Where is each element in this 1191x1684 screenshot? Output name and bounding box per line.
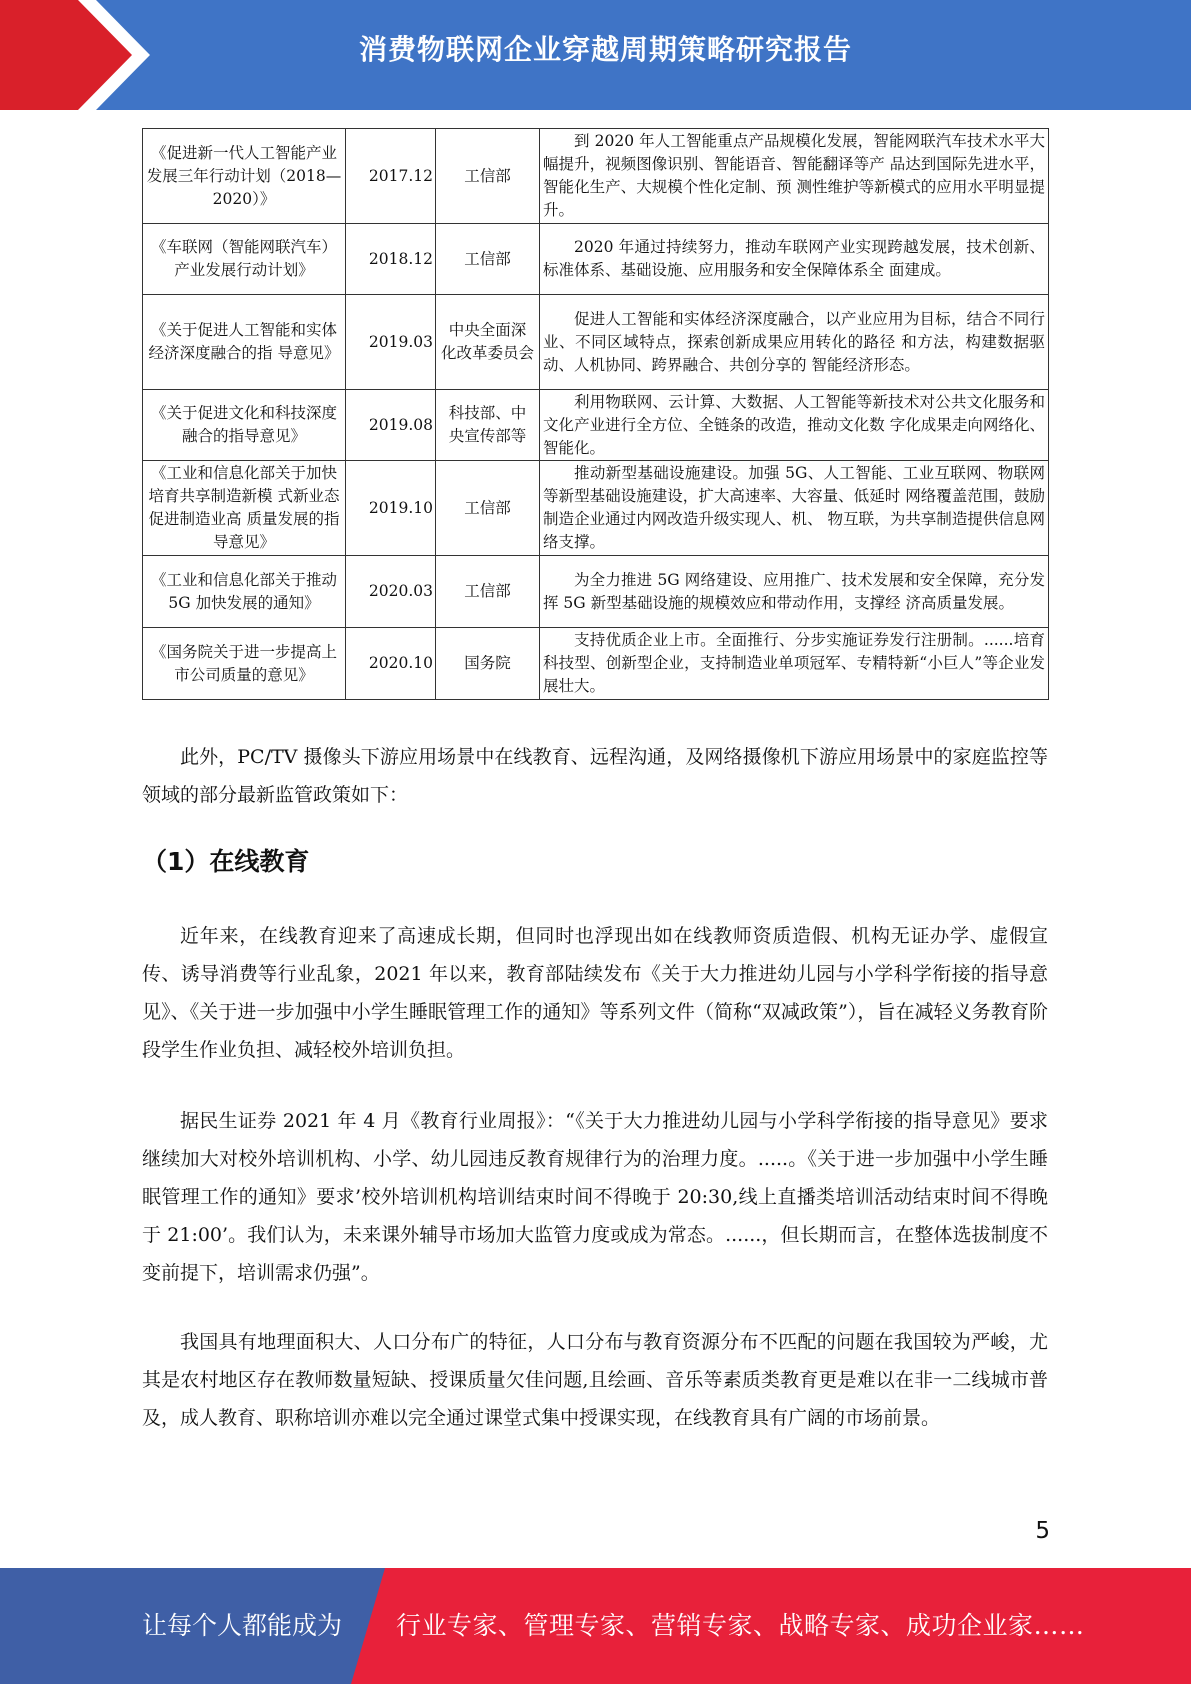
policy-name: 《关于促进文化和科技深度融合的指导意见》 [143,390,346,461]
policy-name: 《工业和信息化部关于推动 5G 加快发展的通知》 [143,556,346,628]
table-row [143,390,1049,461]
policy-department: 工信部 [436,129,540,224]
table-row [143,224,1049,295]
body-paragraph: 据民生证券 2021 年 4 月《教育行业周报》：“《关于大力推进幼儿园与小学科学衔接的指导意见》要求继续加大对校外培训机构、小学、幼儿园违反教育规律行为的治理力度。.....。《关于进一步加强中小学生睡眠管理工作的通知》要求’校外培训机构培训结束时间不得晚于 20:30,线上直播类培训活动结束时间不得晚于 21:00’。我们认为，未来课外辅导市场加大监管力度或成为常态。......，但长期而言，在整体选拔制度不变前提下，培训需求仍强”。 [142,1110,1048,1284]
table-row [143,129,1049,224]
policy-name: 《促进新一代人工智能产业发展三年行动计划（2018—2020）》 [143,129,346,224]
page-number: 5 [1035,1518,1050,1544]
policy-department: 工信部 [436,224,540,295]
policy-date: 2019.08 [346,390,436,461]
policy-department: 中央全面深 化改革委员会 [436,295,540,390]
policy-name: 《工业和信息化部关于加快培育共享制造新模 式新业态促进制造业高 质量发展的指导意见》 [143,461,346,556]
policy-department: 国务院 [436,628,540,700]
policy-date: 2019.03 [346,295,436,390]
table-row [143,628,1049,700]
table-row [143,556,1049,628]
section-heading: （1）在线教育 [142,847,310,876]
policy-date: 2017.12 [346,129,436,224]
policy-date: 2020.10 [346,628,436,700]
policy-date: 2020.03 [346,556,436,628]
policy-name: 《国务院关于进一步提高上市公司质量的意见》 [143,628,346,700]
policy-date: 2018.12 [346,224,436,295]
policy-name: 《关于促进人工智能和实体经济深度融合的指 导意见》 [143,295,346,390]
intro-paragraph: 此外，PC/TV 摄像头下游应用场景中在线教育、远程沟通，及网络摄像机下游应用场景中的家庭监控等领域的部分最新监管政策如下： [142,746,1048,806]
policy-date: 2019.10 [346,461,436,556]
policy-content: 支持优质企业上市。全面推行、分步实施证券发行注册制。......培育科技型、创新型企业，支持制造业单项冠军、专精特新“小巨人”等企业发展壮大。 [540,628,1049,700]
page-header [0,0,1191,110]
policy-table [142,128,1049,700]
body-paragraph: 我国具有地理面积大、人口分布广的特征，人口分布与教育资源分布不匹配的问题在我国较为严峻，尤其是农村地区存在教师数量短缺、授课质量欠佳问题,且绘画、音乐等素质类教育更是难以在非一二线城市普及，成人教育、职称培训亦难以完全通过课堂式集中授课实现，在线教育具有广阔的市场前景。 [142,1331,1048,1429]
policy-name: 《车联网（智能网联汽车）产业发展行动计划》 [143,224,346,295]
policy-content: 推动新型基础设施建设。加强 5G、人工智能、工业互联网、物联网等新型基础设施建设，扩大高速率、大容量、低延时 网络覆盖范围，鼓励制造企业通过内网改造升级实现人、机、 物互联，为共享制造提供信息网络支撑。 [540,461,1049,556]
table-row [143,295,1049,390]
policy-content: 利用物联网、云计算、大数据、人工智能等新技术对公共文化服务和文化产业进行全方位、全链条的改造，推动文化数 字化成果走向网络化、智能化。 [540,390,1049,461]
policy-department: 科技部、中 央宣传部等 [436,390,540,461]
footer-slogan-left: 让每个人都能成为 [142,1611,343,1640]
policy-department: 工信部 [436,461,540,556]
table-row [143,461,1049,556]
header-title: 消费物联网企业穿越周期策略研究报告 [358,33,852,66]
page-footer [0,1568,1191,1684]
policy-content: 到 2020 年人工智能重点产品规模化发展，智能网联汽车技术水平大幅提升，视频图像识别、智能语音、智能翻译等产 品达到国际先进水平，智能化生产、大规模个性化定制、预 测性维护等新模式的应用水平明显提升。 [540,129,1049,224]
policy-department: 工信部 [436,556,540,628]
footer-slogan-right: 行业专家、管理专家、营销专家、战略专家、成功企业家…… [396,1611,1085,1640]
policy-content: 促进人工智能和实体经济深度融合，以产业应用为目标，结合不同行业、不同区域特点，探索创新成果应用转化的路径 和方法，构建数据驱动、人机协同、跨界融合、共创分享的 智能经济形态。 [540,295,1049,390]
body-paragraph: 近年来，在线教育迎来了高速成长期，但同时也浮现出如在线教师资质造假、机构无证办学、虚假宣传、诱导消费等行业乱象，2021 年以来，教育部陆续发布《关于大力推进幼儿园与小学科学衔接的指导意见》、《关于进一步加强中小学生睡眠管理工作的通知》等系列文件（简称“双减政策”），旨在减轻义务教育阶段学生作业负担、减轻校外培训负担。 [142,925,1048,1061]
policy-content: 为全力推进 5G 网络建设、应用推广、技术发展和安全保障，充分发挥 5G 新型基础设施的规模效应和带动作用，支撑经 济高质量发展。 [540,556,1049,628]
policy-content: 2020 年通过持续努力，推动车联网产业实现跨越发展，技术创新、标准体系、基础设施、应用服务和安全保障体系全 面建成。 [540,224,1049,295]
